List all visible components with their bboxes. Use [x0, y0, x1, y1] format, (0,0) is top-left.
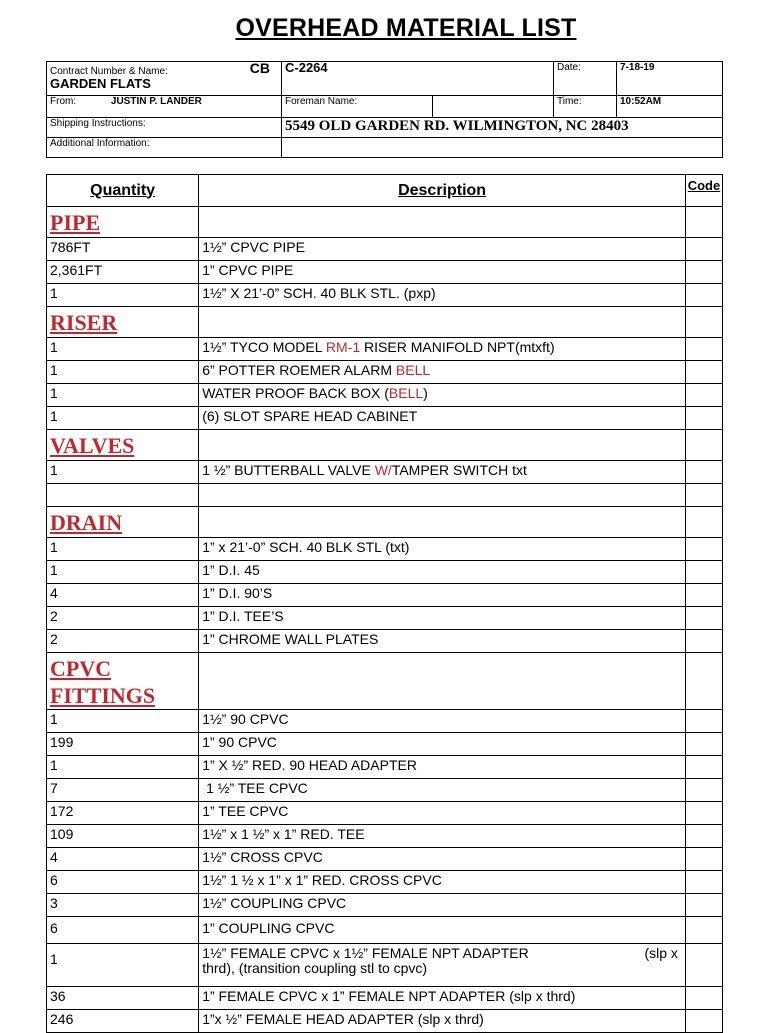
table-row: 36 1” FEMALE CPVC x 1” FEMALE NPT ADAPTER (slp x thrd): [47, 987, 723, 1010]
table-row: 7 1 ½” TEE CPVC: [47, 779, 723, 802]
section-row-drain: [47, 507, 723, 538]
table-row: 2 1” CHROME WALL PLATES: [47, 630, 723, 653]
section-row-valves: [47, 430, 723, 461]
contract-code: CB: [249, 60, 270, 76]
code-header: Code: [685, 175, 722, 207]
table-row: 1 1 ½” BUTTERBALL VALVE W/TAMPER SWITCH txt: [47, 461, 723, 484]
shipping-value: 5549 OLD GARDEN RD. WILMINGTON, NC 28403: [282, 118, 723, 138]
table-row: 1 WATER PROOF BACK BOX (BELL): [47, 384, 723, 407]
header-table: [46, 61, 723, 158]
section-title: RISER: [50, 310, 118, 335]
section-title: DRAIN: [50, 510, 123, 535]
table-row: 4 1” D.I. 90’S: [47, 584, 723, 607]
date-label: Date:: [554, 62, 617, 96]
from-label: From:: [50, 96, 77, 107]
table-row: 199 1” 90 CPVC: [47, 733, 723, 756]
table-row: 1 1½” 90 CPVC: [47, 710, 723, 733]
section-row-pipe: [47, 207, 723, 238]
section-title: VALVES: [50, 433, 135, 458]
from-cell: [47, 96, 282, 118]
foreman-label: Foreman Name:: [282, 96, 433, 118]
page-title: OVERHEAD MATERIAL LIST: [235, 14, 577, 42]
description-header: Description: [199, 175, 686, 207]
contract-name: GARDEN FLATS: [50, 76, 151, 91]
table-row: 786FT 1½” CPVC PIPE: [47, 238, 723, 261]
from-value: JUSTIN P. LANDER: [110, 96, 202, 107]
section-title: PIPE: [50, 210, 101, 235]
material-table: [46, 174, 723, 1033]
section-title: CPVC: [50, 656, 112, 681]
contract-number: C-2264: [282, 62, 554, 96]
table-row: 1 (6) SLOT SPARE HEAD CABINET: [47, 407, 723, 430]
table-row: 1 1½” X 21’-0” SCH. 40 BLK STL. (pxp): [47, 284, 723, 307]
empty-row: [47, 484, 723, 507]
quantity-header: Quantity: [47, 175, 199, 207]
table-row: 6 1” COUPLING CPVC: [47, 917, 723, 944]
contract-cell: [47, 62, 282, 96]
table-row: 109 1½” x 1 ½” x 1” RED. TEE: [47, 825, 723, 848]
shipping-label: Shipping Instructions:: [47, 118, 282, 138]
time-label: Time:: [554, 96, 617, 118]
additional-value: [282, 138, 723, 158]
table-row: 1 1” X ½” RED. 90 HEAD ADAPTER: [47, 756, 723, 779]
date-value: 7-18-19: [617, 62, 723, 96]
table-row: 246 1”x ½” FEMALE HEAD ADAPTER (slp x thrd): [47, 1010, 723, 1033]
table-row: 1 6” POTTER ROEMER ALARM BELL: [47, 361, 723, 384]
table-row: 1 1” x 21’-0” SCH. 40 BLK STL (txt): [47, 538, 723, 561]
table-row: 1 1” D.I. 45: [47, 561, 723, 584]
additional-label: Additional Information:: [47, 138, 282, 158]
time-value: 10:52AM: [617, 96, 723, 118]
table-row: 2,361FT 1” CPVC PIPE: [47, 261, 723, 284]
section-row-cpvc-fittings: [47, 653, 723, 710]
table-row: 6 1½” 1 ½ x 1” x 1” RED. CROSS CPVC: [47, 871, 723, 894]
table-row: 1 1½” FEMALE CPVC x 1½” FEMALE NPT ADAPTER (slp x thrd), (transition coupling stl to cpvc): [47, 944, 723, 987]
section-row-riser: [47, 307, 723, 338]
table-row: 172 1” TEE CPVC: [47, 802, 723, 825]
table-row: 3 1½” COUPLING CPVC: [47, 894, 723, 917]
contract-label: Contract Number & Name:: [50, 66, 168, 77]
table-row: 2 1” D.I. TEE’S: [47, 607, 723, 630]
table-row: 1 1½” TYCO MODEL RM-1 RISER MANIFOLD NPT(mtxft): [47, 338, 723, 361]
table-row: 4 1½” CROSS CPVC: [47, 848, 723, 871]
foreman-value: [433, 96, 554, 118]
section-title: FITTINGS: [50, 683, 156, 708]
